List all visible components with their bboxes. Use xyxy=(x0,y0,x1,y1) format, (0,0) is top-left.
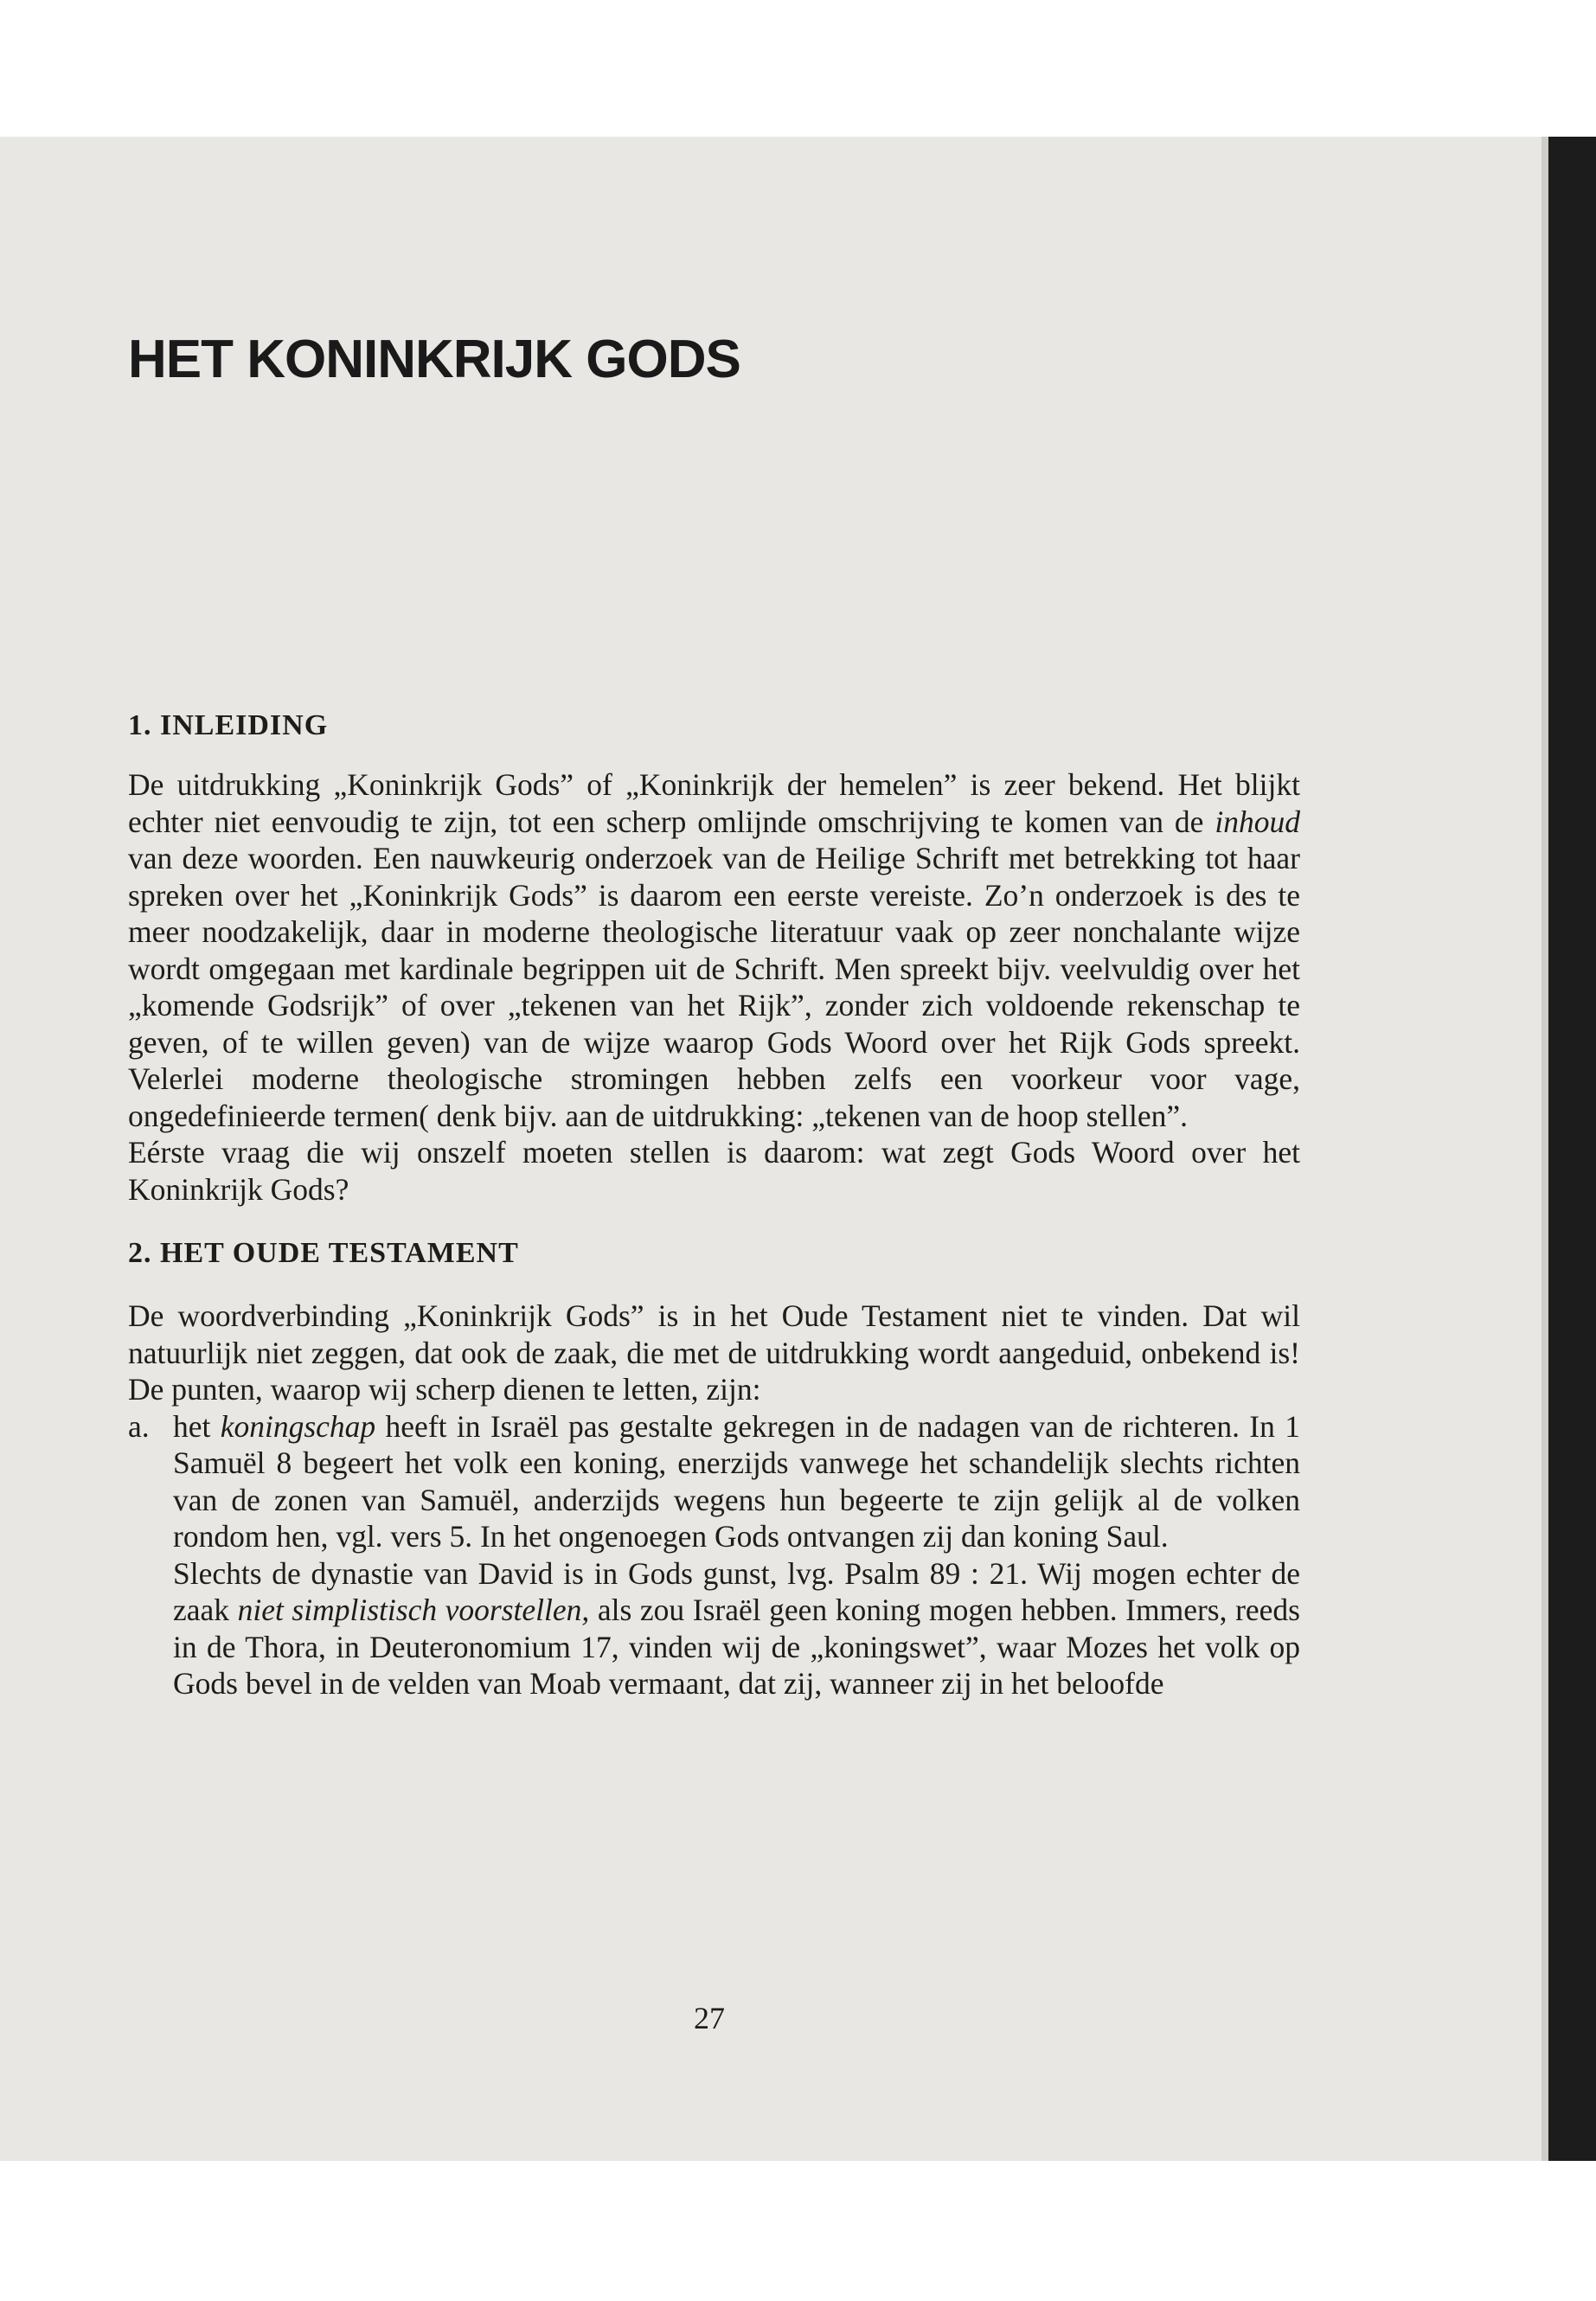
scan-background-edge xyxy=(1548,137,1596,2161)
paragraph xyxy=(128,766,1300,1134)
paragraph-text: van deze woorden. Een nauwkeurig onderzoek van de Heilige Schrift met betrekking tot haar spreken over het „Koninkrijk Gods” is daarom een eerste vereiste. Zo’n onderzoek is des te meer noodzakelijk, daar in moderne theologische literatuur vaak op zeer nonchalante wijze wordt omgegaan met kardinale begrippen uit de Schrift. Men spreekt bijv. veelvuldig over het „komende Godsrijk” of over „tekenen van het Rijk”, zonder zich voldoende rekenschap te geven, of te willen geven) van de wijze waarop Gods Woord over het Rijk Gods spreekt. Velerlei moderne theologische stromingen hebben zelfs een voorkeur voor vage, ongedefinieerde termen( denk bijv. aan de uitdrukking: „tekenen van de hoop stellen”. xyxy=(128,841,1300,1133)
paragraph-text: Slechts de dynastie van David is in Gods gunst, lvg. Psalm 89 : 21. Wij mogen echter de zaak xyxy=(173,1555,1300,1627)
paragraph xyxy=(173,1555,1300,1702)
list-item-body xyxy=(173,1408,1300,1702)
paragraph-text: het xyxy=(173,1408,221,1444)
paragraph-text: De uitdrukking „Koninkrijk Gods” of „Koninkrijk der hemelen” is zeer bekend. Het blijkt echter niet eenvoudig te zijn, tot een scherp omlijnde omschrijving te komen van de xyxy=(128,767,1300,839)
paragraph-text: heeft in Israël pas gestalte gekregen in de nadagen van de richteren. In 1 Samuël 8 begeert het volk een koning, enerzijds vanwege het schandelijk slechts richten van de zonen van Samuël, anderzijds wegens hun begeerte te zijn gelijk al de volken rondom hen, vgl. vers 5. In het ongenoegen Gods ontvangen zij dan koning Saul. xyxy=(173,1408,1300,1554)
paragraph: De woordverbinding „Koninkrijk Gods” is in het Oude Testament niet te vinden. Dat wil natuurlijk niet zeggen, dat ook de zaak, die met de uitdrukking wordt aangeduid, onbekend is! De punten, waarop wij scherp dienen te letten, zijn: xyxy=(128,1298,1300,1407)
page-number: 27 xyxy=(694,2001,725,2035)
paragraph: Eérste vraag die wij onszelf moeten stellen is daarom: wat zegt Gods Woord over het Koninkrijk Gods? xyxy=(128,1135,1300,1207)
emphasis-text: inhoud xyxy=(1215,804,1300,839)
section-heading-inleiding: 1. INLEIDING xyxy=(128,709,329,741)
emphasis-text: niet simplistisch voorstellen, xyxy=(237,1593,590,1627)
emphasis-text: koningschap xyxy=(220,1408,376,1444)
page-title: HET KONINKRIJK GODS xyxy=(128,330,740,389)
paragraph xyxy=(173,1408,1300,1555)
page-content xyxy=(128,708,1300,1702)
paragraph-text: als zou Israël geen koning mogen hebben. Immers, reeds in de Thora, in Deuteronomium 17, vinden wij de „koningswet”, waar Mozes het volk op Gods bevel in de velden van Moab vermaant, dat zij, wanneer zij in het beloofde xyxy=(173,1593,1300,1701)
list-item-marker: a. xyxy=(128,1408,150,1444)
section-heading-oude-testament: 2. HET OUDE TESTAMENT xyxy=(128,1237,519,1269)
list-item xyxy=(128,1408,1300,1702)
